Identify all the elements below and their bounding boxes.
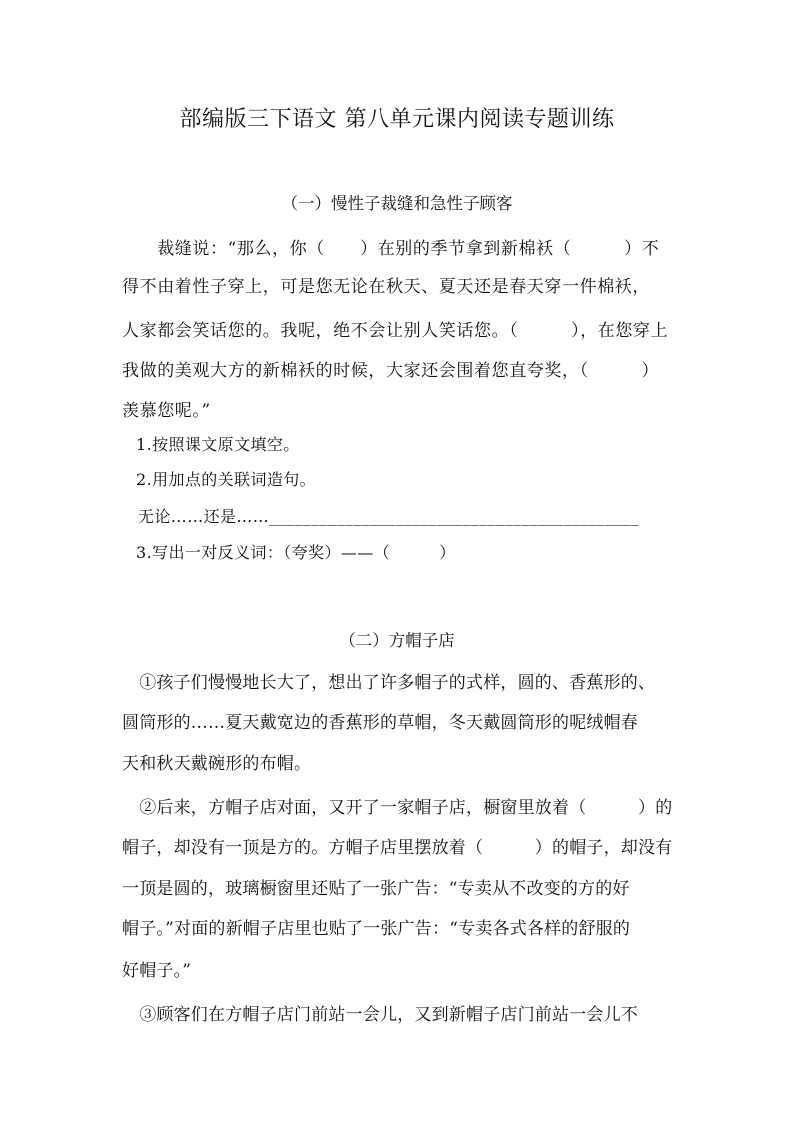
section-1-line: 裁缝说：“那么，你（ ）在别的季节拿到新棉袄（ ）不 — [122, 239, 660, 259]
section-2-line: 帽子，却没有一顶是方的。方帽子店里摆放着（ ）的帽子，却没有 — [122, 838, 673, 858]
section-1-line: 我做的美观大方的新棉袄的时候，大家还会围着您直夸奖，（ ） — [122, 361, 660, 381]
section-2-title: （二）方帽子店 — [339, 631, 455, 650]
document-title: 部编版三下语文 第八单元课内阅读专题训练 — [179, 107, 615, 132]
section-1-title: （一）慢性子裁缝和急性子顾客 — [281, 194, 513, 213]
question-1: 1.按照课文原文填空。 — [136, 435, 300, 454]
question-2-answer-line: 无论……还是……____________________________________________ — [138, 507, 639, 526]
section-2-line: 圆筒形的……夏天戴宽边的香蕉形的草帽，冬天戴圆筒形的呢绒帽春 — [122, 713, 638, 733]
section-2-line: ③顾客们在方帽子店门前站一会儿，又到新帽子店门前站一会儿不 — [122, 1005, 638, 1025]
section-2-line: 好帽子。” — [122, 961, 192, 981]
section-1-line: 羡慕您呢。” — [122, 401, 211, 421]
question-3: 3.写出一对反义词：（夸奖）——（ ） — [136, 543, 456, 562]
section-2-line: 天和秋天戴碗形的布帽。 — [122, 754, 312, 774]
question-2: 2.用加点的关联词造句。 — [136, 470, 317, 489]
section-2-line: ②后来，方帽子店对面，又开了一家帽子店，橱窗里放着（ ）的 — [122, 798, 673, 818]
section-2-line: 帽子。”对面的新帽子店里也贴了一张广告：“专卖各式各样的舒服的 — [122, 919, 631, 939]
section-2-line: 一顶是圆的，玻璃橱窗里还贴了一张广告：“专卖从不改变的方的好 — [122, 879, 630, 899]
section-2-line: ①孩子们慢慢地长大了，想出了许多帽子的式样，圆的、香蕉形的、 — [122, 673, 656, 693]
section-1-line: 得不由着性子穿上，可是您无论在秋天、夏天还是春天穿一件棉袄， — [122, 277, 650, 297]
section-1-line: 人家都会笑话您的。我呢，绝不会让别人笑话您。（ ），在您穿上 — [122, 321, 669, 341]
